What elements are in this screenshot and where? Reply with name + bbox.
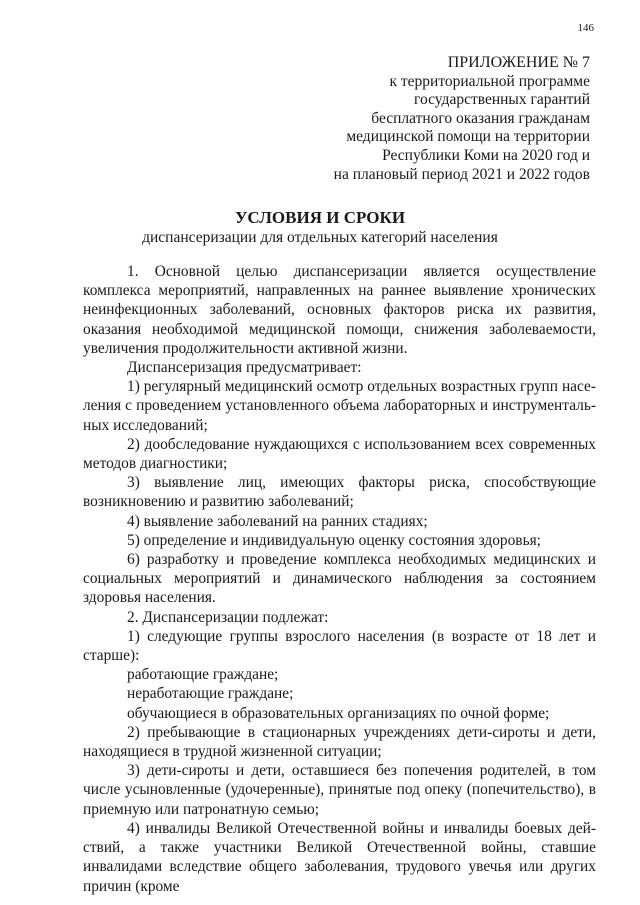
- paragraph: работающие граждане;: [127, 666, 279, 684]
- document-heading: УСЛОВИЯ И СРОКИ: [234, 208, 406, 227]
- paragraph: Диспансеризация предусматривает:: [127, 359, 362, 377]
- paragraph: 5) определение и индивидуальную оценку состояния здоровья;: [127, 531, 541, 549]
- paragraph: 1. Основной целью диспансеризации является осуществление комплекса мероприятий, направленных на раннее выявление хронических неинфекционных заболеваний, основных факторов риска их развития, оказания необходимой медицинской помощи, снижения заболеваемости, увеличения продолжительности активной жизни.: [83, 263, 596, 357]
- paragraph: 3) выявление лиц, имеющих факторы риска, способствующие возникновению и развитию заболеваний;: [83, 474, 596, 511]
- appendix-title: ПРИЛОЖЕНИЕ № 7: [447, 54, 590, 71]
- appendix-line: государственных гарантий: [414, 91, 590, 109]
- document-subheading: диспансеризации для отдельных категорий населения: [142, 229, 498, 246]
- appendix-line: медицинской помощи на территории: [346, 128, 590, 146]
- appendix-line: бесплатного оказания гражданам: [371, 109, 590, 127]
- paragraph: обучающиеся в образовательных организациях по очной форме;: [127, 704, 550, 722]
- document-body: [83, 262, 596, 896]
- paragraph: неработающие граждане;: [127, 685, 294, 703]
- paragraph: 2) пребывающие в стационарных учреждениях дети-сироты и дети, находящиеся в трудной жизненной ситуации;: [83, 723, 596, 761]
- paragraph: 2) дообследование нуждающихся с использованием всех современных методов диагностики;: [83, 435, 596, 473]
- paragraph: 4) инвалиды Великой Отечественной войны и инвалиды боевых действий, а также участники Великой Отечественной войны, ставшие инвалидами вследствие общего заболевания, трудового увечья или других причин (кроме: [83, 819, 596, 895]
- paragraph: 6) разработку и проведение комплекса необходимых медицинских и социальных мероприятий и динамического наблюдения за состоянием здоровья населения.: [83, 551, 596, 607]
- paragraph: 1) регулярный медицинский осмотр отдельных возрастных групп населения с проведением установленного объема лабораторных и инструментальных исследований;: [83, 378, 596, 434]
- paragraph: 3) дети-сироты и дети, оставшиеся без попечения родителей, в том числе усыновленные (удочеренные), принятые под опеку (попечительство), в приемную или патронатную семью;: [83, 762, 596, 818]
- appendix-block: [334, 54, 590, 184]
- appendix-line: на плановый период 2021 и 2022 годов: [333, 165, 590, 183]
- paragraph: 2. Диспансеризации подлежат:: [127, 608, 329, 626]
- appendix-line: к территориальной программе: [389, 72, 590, 90]
- page-number: 146: [577, 22, 594, 34]
- paragraph: 4) выявление заболеваний на ранних стадиях;: [127, 512, 428, 530]
- paragraph: 1) следующие группы взрослого населения (в возрасте от 18 лет и старше):: [83, 627, 596, 665]
- appendix-line: Республики Коми на 2020 год и: [382, 146, 590, 164]
